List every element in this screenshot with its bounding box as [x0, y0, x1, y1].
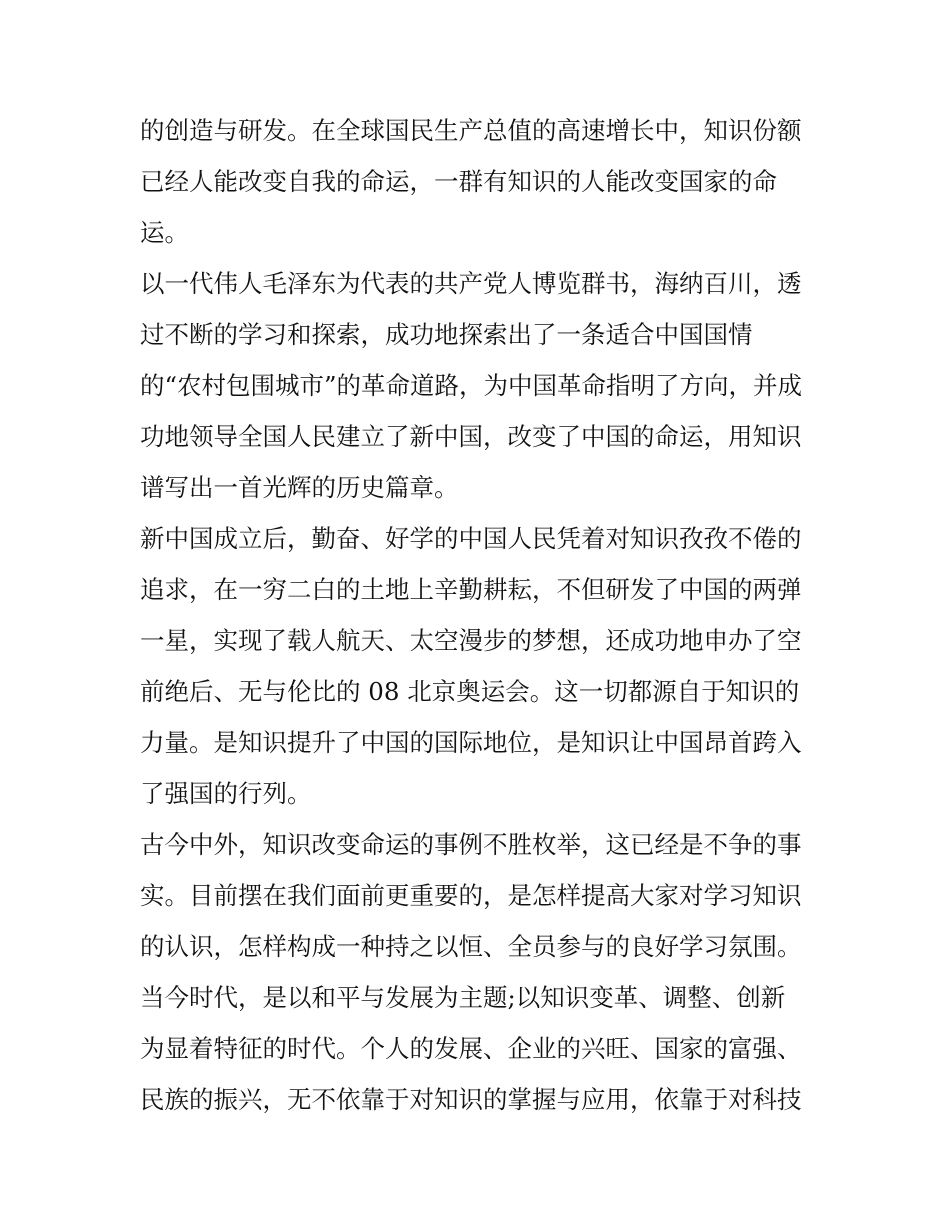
text-line: 前绝后、无与伦比的 08 北京奥运会。这一切都源自于知识的 — [140, 677, 800, 706]
text-line: 当今时代，是以和平与发展为主题;以知识变革、调整、创新 — [140, 983, 786, 1012]
text-line: 的创造与研发。在全球国民生产总值的高速增长中，知识份额 — [140, 116, 802, 145]
text-line: 新中国成立后，勤奋、好学的中国人民凭着对知识孜孜不倦的 — [140, 524, 802, 553]
text-line: 追求，在一穷二白的土地上辛勤耕耘，不但研发了中国的两弹 — [140, 575, 802, 604]
text-line: 运。 — [140, 218, 189, 247]
text-line: 为显着特征的时代。个人的发展、企业的兴旺、国家的富强、 — [140, 1034, 802, 1063]
text-line: 实。目前摆在我们面前更重要的，是怎样提高大家对学习知识 — [140, 881, 802, 910]
text-line: 了强国的行列。 — [140, 779, 312, 808]
text-line: 民族的振兴，无不依靠于对知识的掌握与应用，依靠于对科技 — [140, 1085, 802, 1114]
text-line: 古今中外，知识改变命运的事例不胜枚举，这已经是不争的事 — [140, 830, 802, 859]
text-line: 已经人能改变自我的命运，一群有知识的人能改变国家的命 — [140, 167, 777, 196]
text-line: 的“农村包围城市”的革命道路，为中国革命指明了方向，并成 — [140, 371, 803, 400]
text-line: 力量。是知识提升了中国的国际地位，是知识让中国昂首跨入 — [140, 728, 802, 757]
text-line: 一星，实现了载人航天、太空漫步的梦想，还成功地申办了空 — [140, 626, 802, 655]
text-line: 的认识，怎样构成一种持之以恒、全员参与的良好学习氛围。 — [140, 932, 802, 961]
text-line: 以一代伟人毛泽东为代表的共产党人博览群书，海纳百川，透 — [140, 269, 802, 298]
text-line: 谱写出一首光辉的历史篇章。 — [140, 473, 459, 502]
text-line: 功地领导全国人民建立了新中国，改变了中国的命运，用知识 — [140, 422, 802, 451]
document-body — [140, 105, 830, 1125]
text-line: 过不断的学习和探索，成功地探索出了一条适合中国国情 — [140, 320, 753, 349]
